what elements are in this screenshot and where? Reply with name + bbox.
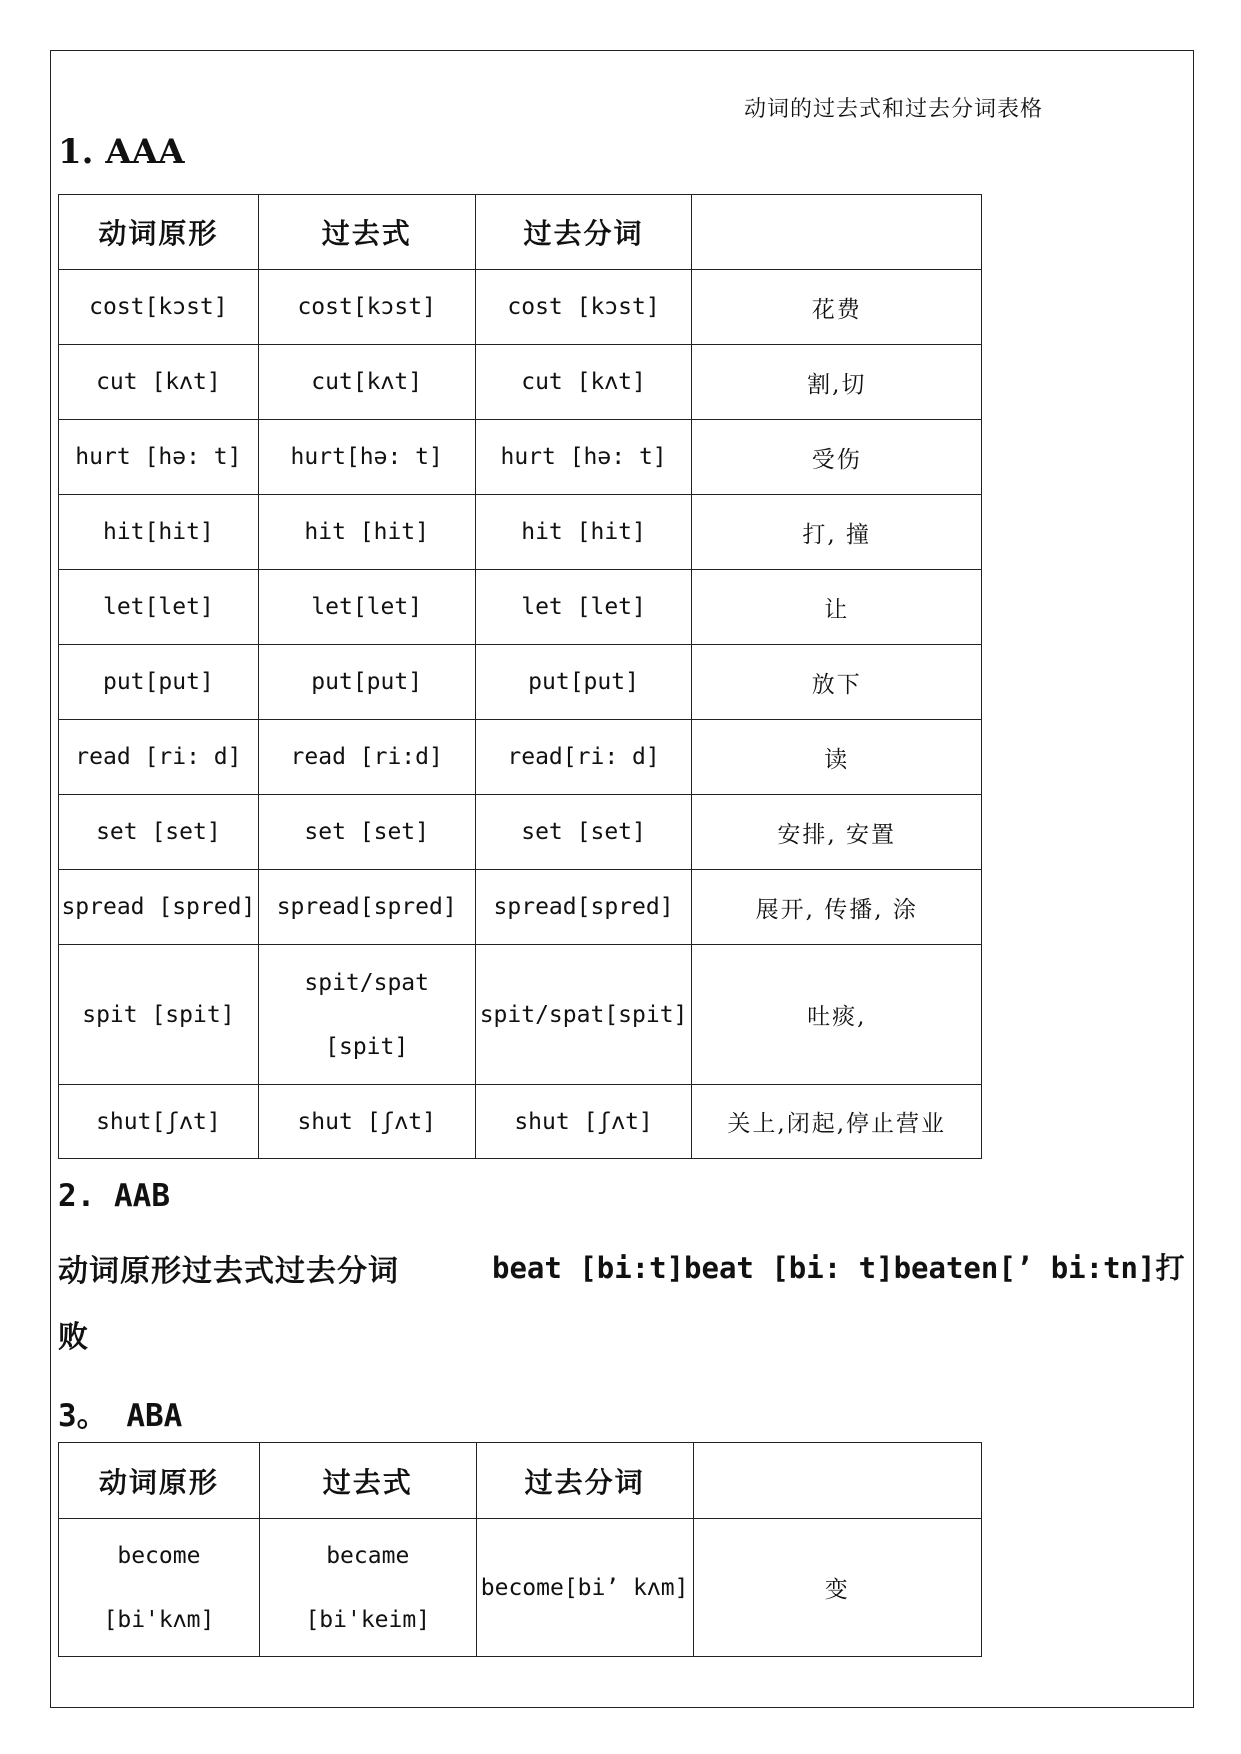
cell-participle: become[bi’ kʌm]	[476, 1519, 693, 1657]
cell-meaning: 受伤	[692, 420, 982, 495]
cell-past: hurt[hə: t]	[258, 420, 475, 495]
cell-base: read [ri: d]	[59, 720, 259, 795]
document-header-title: 动词的过去式和过去分词表格	[743, 97, 1043, 122]
table-row	[59, 420, 982, 495]
table-row	[59, 495, 982, 570]
cell-meaning: 关上,闭起,停止营业	[692, 1085, 982, 1159]
aab-example: beat [bi:t]beat [bi: t]beaten[’ bi:tn]打	[492, 1251, 1185, 1285]
cell-meaning: 安排, 安置	[692, 795, 982, 870]
cell-meaning: 让	[692, 570, 982, 645]
header-base-form: 动词原形	[59, 1443, 260, 1519]
cell-base: become [bi'kʌm]	[59, 1519, 260, 1657]
header-past-participle: 过去分词	[475, 195, 692, 270]
cell-participle: cut [kʌt]	[475, 345, 692, 420]
header-past-tense: 过去式	[258, 195, 475, 270]
section-aaa-title: 1. AAA	[58, 132, 185, 172]
cell-meaning: 展开, 传播, 涂	[692, 870, 982, 945]
aab-example-continued: 败	[58, 1320, 88, 1355]
table-row	[59, 945, 982, 1085]
cell-base: set [set]	[59, 795, 259, 870]
cell-past: spit/spat [spit]	[258, 945, 475, 1085]
cell-base: cut [kʌt]	[59, 345, 259, 420]
cell-participle: read[ri: d]	[475, 720, 692, 795]
table-row	[59, 345, 982, 420]
cell-base: spit [spit]	[59, 945, 259, 1085]
aba-verb-table	[58, 1442, 982, 1657]
section-aba-title: 3。 ABA	[58, 1398, 183, 1434]
cell-meaning: 花费	[692, 270, 982, 345]
cell-base: hit[hit]	[59, 495, 259, 570]
cell-participle: spread[spred]	[475, 870, 692, 945]
table-row	[59, 270, 982, 345]
cell-meaning: 读	[692, 720, 982, 795]
section-aab-title: 2. AAB	[58, 1178, 170, 1214]
header-meaning	[692, 195, 982, 270]
table-header-row	[59, 1443, 982, 1519]
table-row	[59, 645, 982, 720]
cell-participle: put[put]	[475, 645, 692, 720]
table-row	[59, 1085, 982, 1159]
header-past-participle: 过去分词	[476, 1443, 693, 1519]
cell-meaning: 打, 撞	[692, 495, 982, 570]
cell-past: read [ri:d]	[258, 720, 475, 795]
table-row	[59, 1519, 982, 1657]
table-row	[59, 795, 982, 870]
table-header-row	[59, 195, 982, 270]
cell-past: cut[kʌt]	[258, 345, 475, 420]
cell-participle: shut [ʃʌt]	[475, 1085, 692, 1159]
cell-meaning: 割,切	[692, 345, 982, 420]
aab-label: 动词原形过去式过去分词	[58, 1254, 399, 1289]
cell-meaning: 放下	[692, 645, 982, 720]
cell-participle: cost [kɔst]	[475, 270, 692, 345]
header-past-tense: 过去式	[259, 1443, 476, 1519]
table-row	[59, 570, 982, 645]
cell-base: hurt [hə: t]	[59, 420, 259, 495]
cell-participle: set [set]	[475, 795, 692, 870]
cell-base: let[let]	[59, 570, 259, 645]
header-base-form: 动词原形	[59, 195, 259, 270]
aaa-verb-table	[58, 194, 982, 1159]
cell-past: spread[spred]	[258, 870, 475, 945]
cell-past: hit [hit]	[258, 495, 475, 570]
cell-past: shut [ʃʌt]	[258, 1085, 475, 1159]
cell-base: shut[ʃʌt]	[59, 1085, 259, 1159]
table-row	[59, 870, 982, 945]
cell-base: put[put]	[59, 645, 259, 720]
cell-past: cost[kɔst]	[258, 270, 475, 345]
table-row	[59, 720, 982, 795]
cell-past: set [set]	[258, 795, 475, 870]
cell-past: became [bi'keim]	[259, 1519, 476, 1657]
cell-participle: hit [hit]	[475, 495, 692, 570]
cell-participle: let [let]	[475, 570, 692, 645]
cell-past: put[put]	[258, 645, 475, 720]
cell-meaning: 吐痰,	[692, 945, 982, 1085]
cell-base: cost[kɔst]	[59, 270, 259, 345]
cell-meaning: 变	[693, 1519, 981, 1657]
cell-base: spread [spred]	[59, 870, 259, 945]
cell-past: let[let]	[258, 570, 475, 645]
cell-participle: hurt [hə: t]	[475, 420, 692, 495]
header-meaning	[693, 1443, 981, 1519]
cell-participle: spit/spat[spit]	[475, 945, 692, 1085]
